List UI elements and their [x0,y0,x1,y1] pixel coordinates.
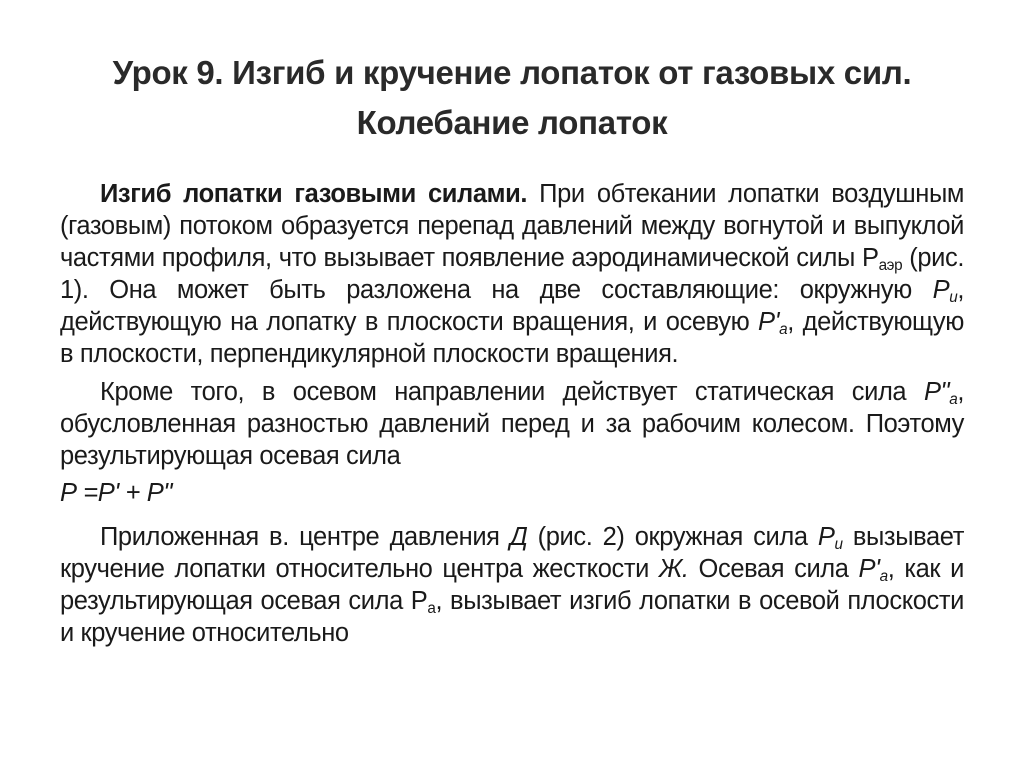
subscript-a: a [779,320,788,338]
symbol-text: Р [817,523,835,551]
symbol-zh: Ж. [658,555,689,583]
symbol-text: Р [932,276,950,304]
text-segment: , действующую на лопатку в плоскости вращения, и осевую [60,276,964,336]
subscript-a-plain: а [427,599,436,617]
text-segment: , действующую в плоскости, перпендикулярной плоскости вращения. [60,308,964,368]
subscript-u: u [949,288,958,306]
formula [60,477,964,509]
title-line-1: Урок 9. Изгиб и кручение лопаток от газовых сил. [112,54,912,91]
text-segment: Осевая сила [688,555,859,583]
paragraph-torsion [60,521,964,649]
slide-body [60,178,964,649]
text-segment: вызывает кручение лопатки относительно центра жесткости [60,523,964,583]
paragraph-axial-force [60,376,964,472]
text-segment: , как и результирующая осевая сила Р [60,555,964,615]
slide-title [40,48,984,148]
symbol-p-prime-a [758,308,787,336]
title-line-2: Колебание лопаток [356,104,668,141]
symbol-text: Р' [858,555,880,583]
symbol-text: Р' [758,308,780,336]
symbol-d: Д [509,523,528,551]
symbol-p-u [818,523,843,551]
text-segment: , вызывает изгиб лопатки в осевой плоскости и кручение относительно [60,587,964,647]
text-segment: (рис. 1). Она может быть разложена на две составляющие: окружную [60,244,965,304]
text-segment: (рис. 2) окружная сила [527,523,818,551]
formula-text: Р =Р' + Р" [60,479,172,507]
text-segment: Кроме того, в осевом направлении действует статическая сила [100,378,924,406]
subscript-a: a [879,567,888,585]
subscript-aer: аэр [878,256,903,274]
text-segment: При обтекании лопатки воздушным (газовым) потоком образуется перепад давлений между вогнутой и выпуклой частями профиля, что вызывает появление аэродинамической силы Р [60,180,965,272]
subscript-u: и [834,535,843,553]
subscript-a: a [949,390,958,408]
paragraph-bending [60,178,964,370]
text-segment: , обусловленная разностью давлений перед и за рабочим колесом. Поэтому результирующая осевая сила [60,378,964,470]
paragraph-heading: Изгиб лопатки газовыми силами. [100,180,528,208]
symbol-p-double-prime-a [924,378,957,406]
symbol-text: Р" [923,378,950,406]
text-segment: Приложенная в. центре давления [100,523,510,551]
symbol-p-prime-a [859,555,888,583]
symbol-p-u [933,276,958,304]
